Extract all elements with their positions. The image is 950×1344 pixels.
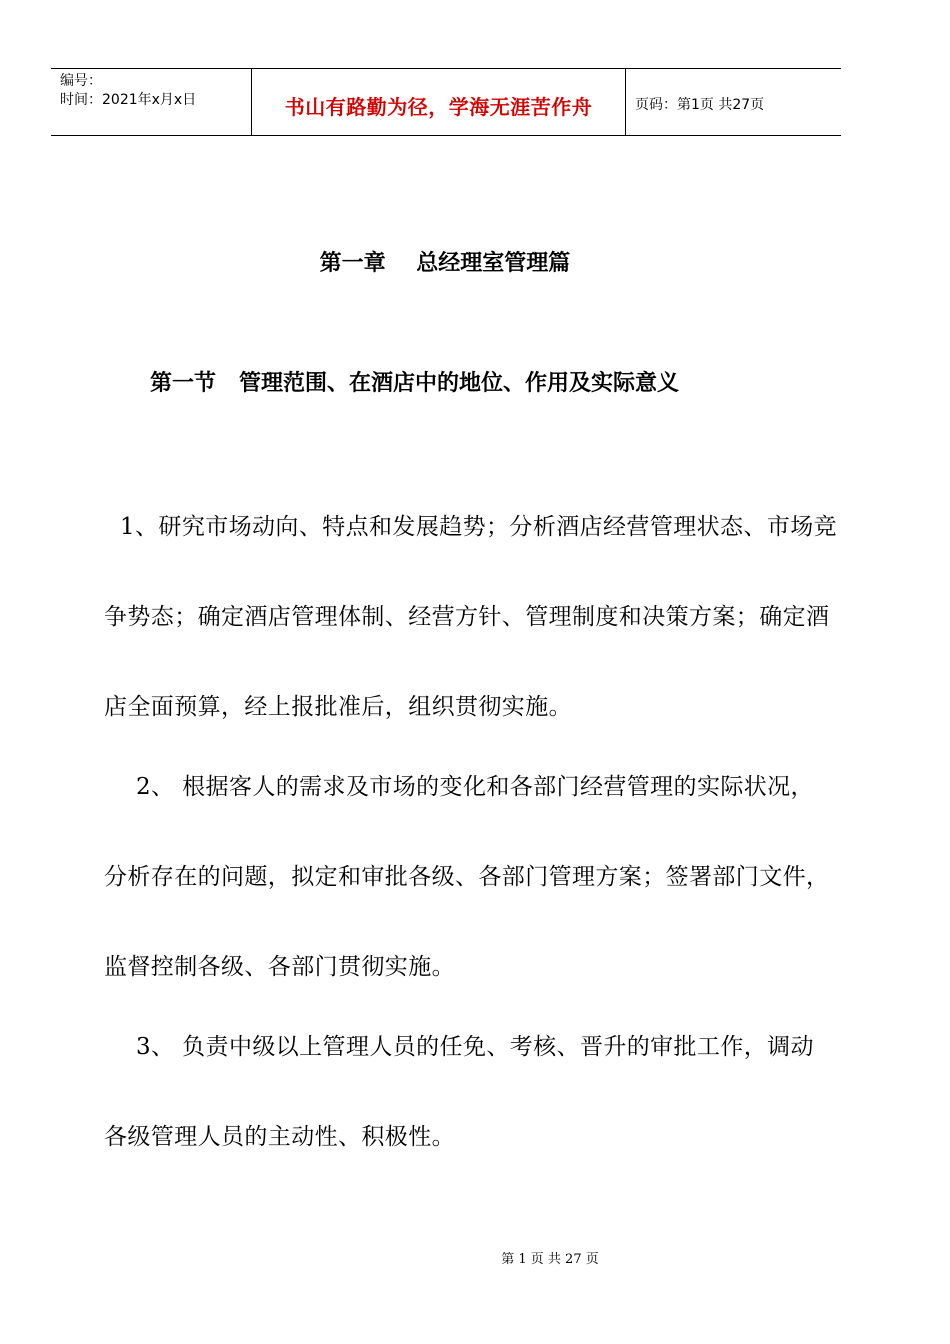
header-page-info: 页码：第1页 共27页 xyxy=(635,97,765,113)
document-number-label: 编号： xyxy=(60,73,102,89)
header-motto-cell xyxy=(252,69,626,135)
paragraph-line: 争势态；确定酒店管理体制、经营方针、管理制度和决策方案；确定酒 xyxy=(104,604,830,630)
document-header xyxy=(51,68,841,136)
document-date: 时间：2021年x月x日 xyxy=(60,92,197,108)
paragraph-line: 监督控制各级、各部门贯彻实施。 xyxy=(104,954,455,980)
paragraph-line: 1、研究市场动向、特点和发展趋势；分析酒店经营管理状态、市场竞 xyxy=(120,514,838,540)
page-footer: 第 1 页 共 27 页 xyxy=(501,1252,599,1267)
header-page-cell xyxy=(626,69,841,135)
paragraph-line: 2、 根据客人的需求及市场的变化和各部门经营管理的实际状况， xyxy=(136,774,814,800)
paragraph-line: 3、 负责中级以上管理人员的任免、考核、晋升的审批工作，调动 xyxy=(136,1034,814,1060)
paragraph-line: 各级管理人员的主动性、积极性。 xyxy=(104,1124,455,1150)
section-title: 第一节 管理范围、在酒店中的地位、作用及实际意义 xyxy=(150,371,679,396)
motto-text: 书山有路勤为径，学海无涯苦作舟 xyxy=(284,95,593,119)
chapter-title: 第一章 总经理室管理篇 xyxy=(319,251,571,276)
paragraph-line: 店全面预算，经上报批准后，组织贯彻实施。 xyxy=(104,694,572,720)
header-meta-cell xyxy=(51,69,252,135)
paragraph-line: 分析存在的问题，拟定和审批各级、各部门管理方案；签署部门文件， xyxy=(104,864,830,890)
